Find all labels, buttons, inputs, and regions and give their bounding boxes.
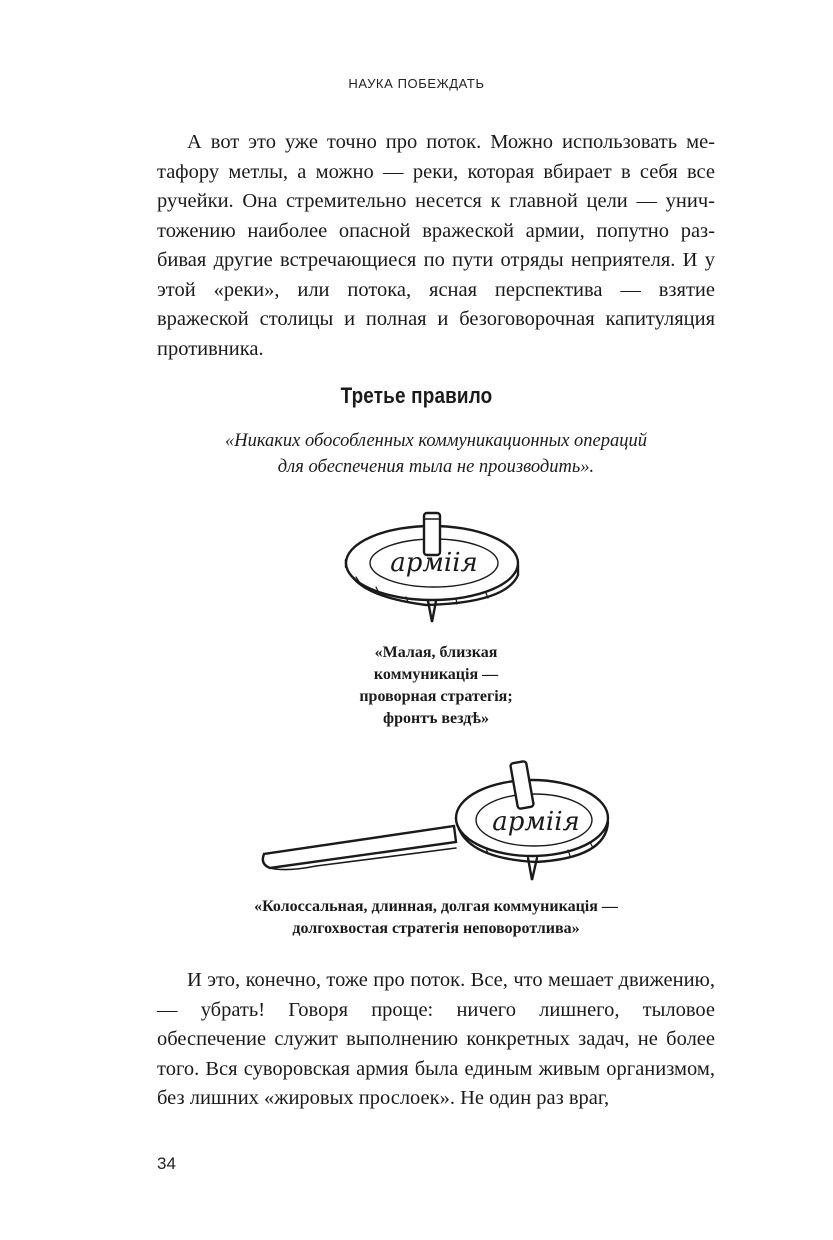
body-paragraph: А вот это уже точно про поток. Можно использовать метафору метлы, а можно — реки, которая вбирает в себя все ручейки. Она стремительно несется к главной цели — уничтожению наиболее опасной вражеской армии, попутно разбивая другие встречающиеся по пути отряды неприятеля. И у этой «реки», или потока, ясная перспектива — взятие вражеской столицы и полная и безоговорочная капитуляция противника. xyxy=(157,131,715,360)
caption-line: «Малая, близкая xyxy=(374,644,498,661)
epigraph-line: для обеспечения тыла не производить». xyxy=(277,457,595,477)
caption-line: коммуникація — xyxy=(373,666,499,683)
long-handle-top-illustration xyxy=(256,758,616,888)
caption-line: фронтъ вездѣ» xyxy=(383,710,489,727)
running-head: НАУКА ПОБЕЖДАТЬ xyxy=(348,76,485,91)
illustration-label: арміiя xyxy=(492,807,580,837)
caption-line: проворная стратегія; xyxy=(359,688,513,705)
illustration-caption xyxy=(157,896,715,940)
spinning-top-illustration xyxy=(336,505,526,630)
illustration-caption xyxy=(157,642,715,730)
caption-line: «Колоссальная, длинная, долгая коммуникація — xyxy=(254,898,618,915)
caption-line: долгохвостая стратегія неповоротлива» xyxy=(292,920,580,937)
epigraph xyxy=(157,428,715,480)
body-paragraph: И это, конечно, тоже про поток. Все, что мешает движению, — убрать! Говоря проще: ничего лишнего, тыловое обеспечение служит выполнению конкретных задач, не более того. Вся суворовская армия была единым живым организмом, без лишних «жировых прослоек». Не один раз враг, xyxy=(157,969,715,1109)
illustration-label: арміiя xyxy=(390,548,478,578)
page-number: 34 xyxy=(157,1154,176,1173)
epigraph-line: «Никаких обособленных коммуникационных операций xyxy=(224,431,648,451)
section-heading: Третье правило xyxy=(340,383,493,408)
